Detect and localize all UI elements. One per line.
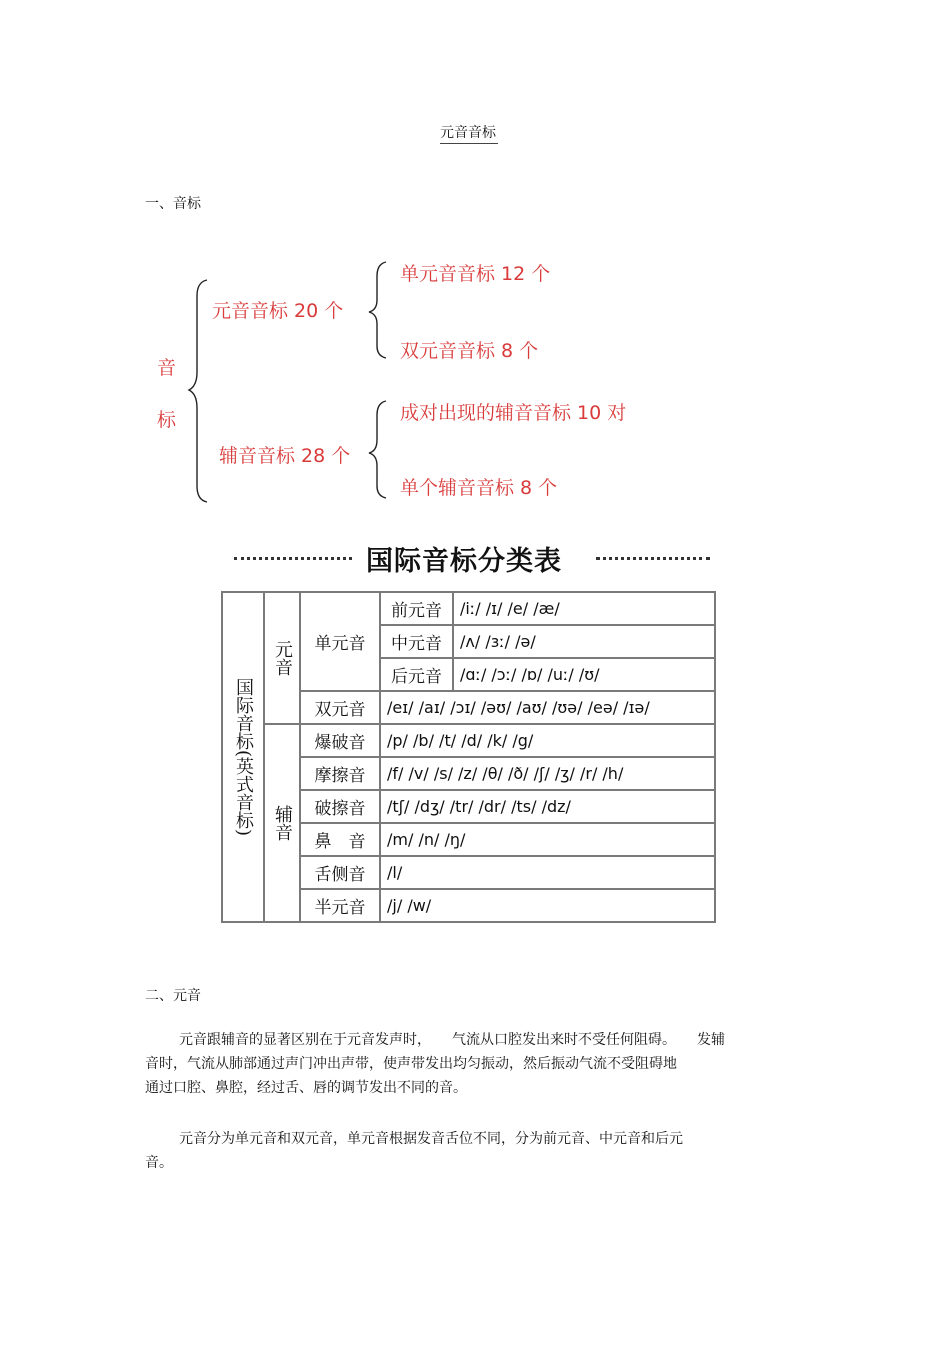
row-name: 破擦音 xyxy=(300,790,380,823)
table-title-dots-right xyxy=(596,557,710,560)
paragraph-line: 音。 xyxy=(145,1155,173,1171)
row-name: 爆破音 xyxy=(300,724,380,757)
consonant-brace xyxy=(369,401,386,498)
diphthong-count-label: 双元音音标 8 个 xyxy=(400,340,539,362)
paragraph-2 xyxy=(145,1127,815,1175)
row-name: 双元音 xyxy=(300,691,380,724)
page-title: 元音音标 xyxy=(440,122,498,144)
paragraph-line: 元音分为单元音和双元音，单元音根据发音舌位不同，分为前元音、中元音和后元 xyxy=(179,1131,683,1147)
row-symbols: /iː/ /ɪ/ /e/ /æ/ xyxy=(453,592,715,625)
table-title-dots-left xyxy=(234,557,352,560)
consonant-group-label: 辅音 xyxy=(264,724,300,922)
row-name: 半元音 xyxy=(300,889,380,922)
row-symbols: /m/ /n/ /ŋ/ xyxy=(380,823,715,856)
table-row xyxy=(222,592,715,625)
row-name: 舌侧音 xyxy=(300,856,380,889)
tree-root-char-1: 音 xyxy=(157,357,177,379)
section-1-heading: 一、音标 xyxy=(145,196,201,212)
row-name: 中元音 xyxy=(380,625,453,658)
root-brace xyxy=(189,280,207,502)
vowel-group-label: 元音 xyxy=(264,592,300,724)
single-consonant-label: 单个辅音音标 8 个 xyxy=(400,477,558,499)
paragraph-line: 音时，气流从肺部通过声门冲出声带，使声带发出均匀振动，然后振动气流不受阻碍地 xyxy=(145,1056,677,1072)
row-name: 鼻 音 xyxy=(300,823,380,856)
ipa-left-label: 国际音标(英式音标) xyxy=(222,592,264,922)
vowel-brace xyxy=(369,262,386,358)
paragraph-line: 元音跟辅音的显著区别在于元音发声时， 气流从口腔发出来时不受任何阻碍。 发辅 xyxy=(179,1032,725,1048)
row-symbols: /j/ /w/ xyxy=(380,889,715,922)
paragraph-1 xyxy=(145,1028,815,1100)
consonant-count-label: 辅音音标 28 个 xyxy=(219,445,351,467)
row-symbols: /ʌ/ /ɜː/ /ə/ xyxy=(453,625,715,658)
table-row xyxy=(222,724,715,757)
paragraph-line: 通过口腔、鼻腔，经过舌、唇的调节发出不同的音。 xyxy=(145,1080,467,1096)
ipa-table xyxy=(221,591,716,923)
row-name: 前元音 xyxy=(380,592,453,625)
paired-consonant-label: 成对出现的辅音音标 10 对 xyxy=(400,402,627,424)
monophthong-count-label: 单元音音标 12 个 xyxy=(400,263,551,285)
row-name: 后元音 xyxy=(380,658,453,691)
row-symbols: /ɑː/ /ɔː/ /ɒ/ /uː/ /ʊ/ xyxy=(453,658,715,691)
row-symbols: /l/ xyxy=(380,856,715,889)
row-symbols: /f/ /v/ /s/ /z/ /θ/ /ð/ /ʃ/ /ʒ/ /r/ /h/ xyxy=(380,757,715,790)
table-title: 国际音标分类表 xyxy=(366,546,562,577)
row-symbols: /tʃ/ /dʒ/ /tr/ /dr/ /ts/ /dz/ xyxy=(380,790,715,823)
monophthong-label: 单元音 xyxy=(300,592,380,691)
row-name: 摩擦音 xyxy=(300,757,380,790)
row-symbols: /eɪ/ /aɪ/ /ɔɪ/ /əʊ/ /aʊ/ /ʊə/ /eə/ /ɪə/ xyxy=(380,691,715,724)
vowel-count-label: 元音音标 20 个 xyxy=(212,300,344,322)
section-2-heading: 二、元音 xyxy=(145,988,201,1004)
tree-root-char-2: 标 xyxy=(157,409,177,431)
row-symbols: /p/ /b/ /t/ /d/ /k/ /g/ xyxy=(380,724,715,757)
